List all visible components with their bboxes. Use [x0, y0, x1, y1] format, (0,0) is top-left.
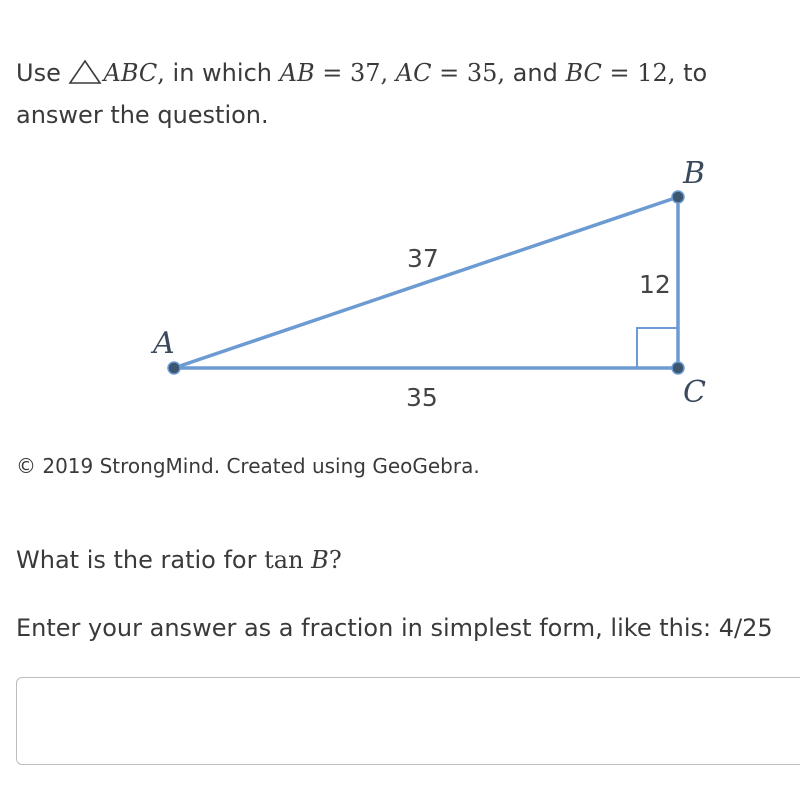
- comma: ,: [157, 59, 165, 87]
- vertex-b-point[interactable]: [672, 191, 684, 203]
- question-intro: [16, 52, 786, 136]
- question-text: [16, 540, 342, 580]
- vertex-b-label: B: [683, 156, 706, 191]
- copyright-notice: © 2019 StrongMind. Created using GeoGebra.: [16, 454, 480, 478]
- triangle-name: ABC: [103, 59, 158, 87]
- triangle-sides: [174, 197, 678, 368]
- vertex-c-point[interactable]: [672, 362, 684, 374]
- right-angle-marker: [637, 328, 678, 368]
- side-ac-length: 35: [406, 383, 438, 412]
- triangle-icon: [68, 59, 102, 85]
- side-ab-line: [174, 197, 678, 368]
- side-ab-name: AB: [279, 59, 315, 87]
- side-bc-length: 12: [639, 270, 671, 299]
- vertex-a-point[interactable]: [168, 362, 180, 374]
- triangle-figure: [0, 150, 800, 440]
- side-ac-name: AC: [395, 59, 432, 87]
- question-variable: B: [311, 546, 329, 574]
- word-use: Use: [16, 59, 61, 87]
- question-mark: ?: [328, 546, 342, 574]
- side-bc-equation: = 12,: [609, 59, 676, 87]
- answer-input[interactable]: [16, 677, 800, 765]
- in-which-text: in which: [172, 59, 272, 87]
- vertex-c-label: C: [683, 375, 706, 410]
- side-ab-equation: = 37,: [322, 59, 389, 87]
- side-ab-length: 37: [407, 244, 439, 273]
- and-text: and: [512, 59, 558, 87]
- vertex-a-label: A: [153, 326, 175, 361]
- intro-tail-text: to answer the question.: [16, 59, 708, 129]
- side-bc-name: BC: [565, 59, 602, 87]
- question-prefix: What is the ratio for: [16, 546, 257, 574]
- answer-instruction: Enter your answer as a fraction in simplest form, like this: 4/25: [16, 614, 773, 642]
- side-ac-equation: = 35,: [439, 59, 506, 87]
- question-function: tan: [264, 546, 304, 574]
